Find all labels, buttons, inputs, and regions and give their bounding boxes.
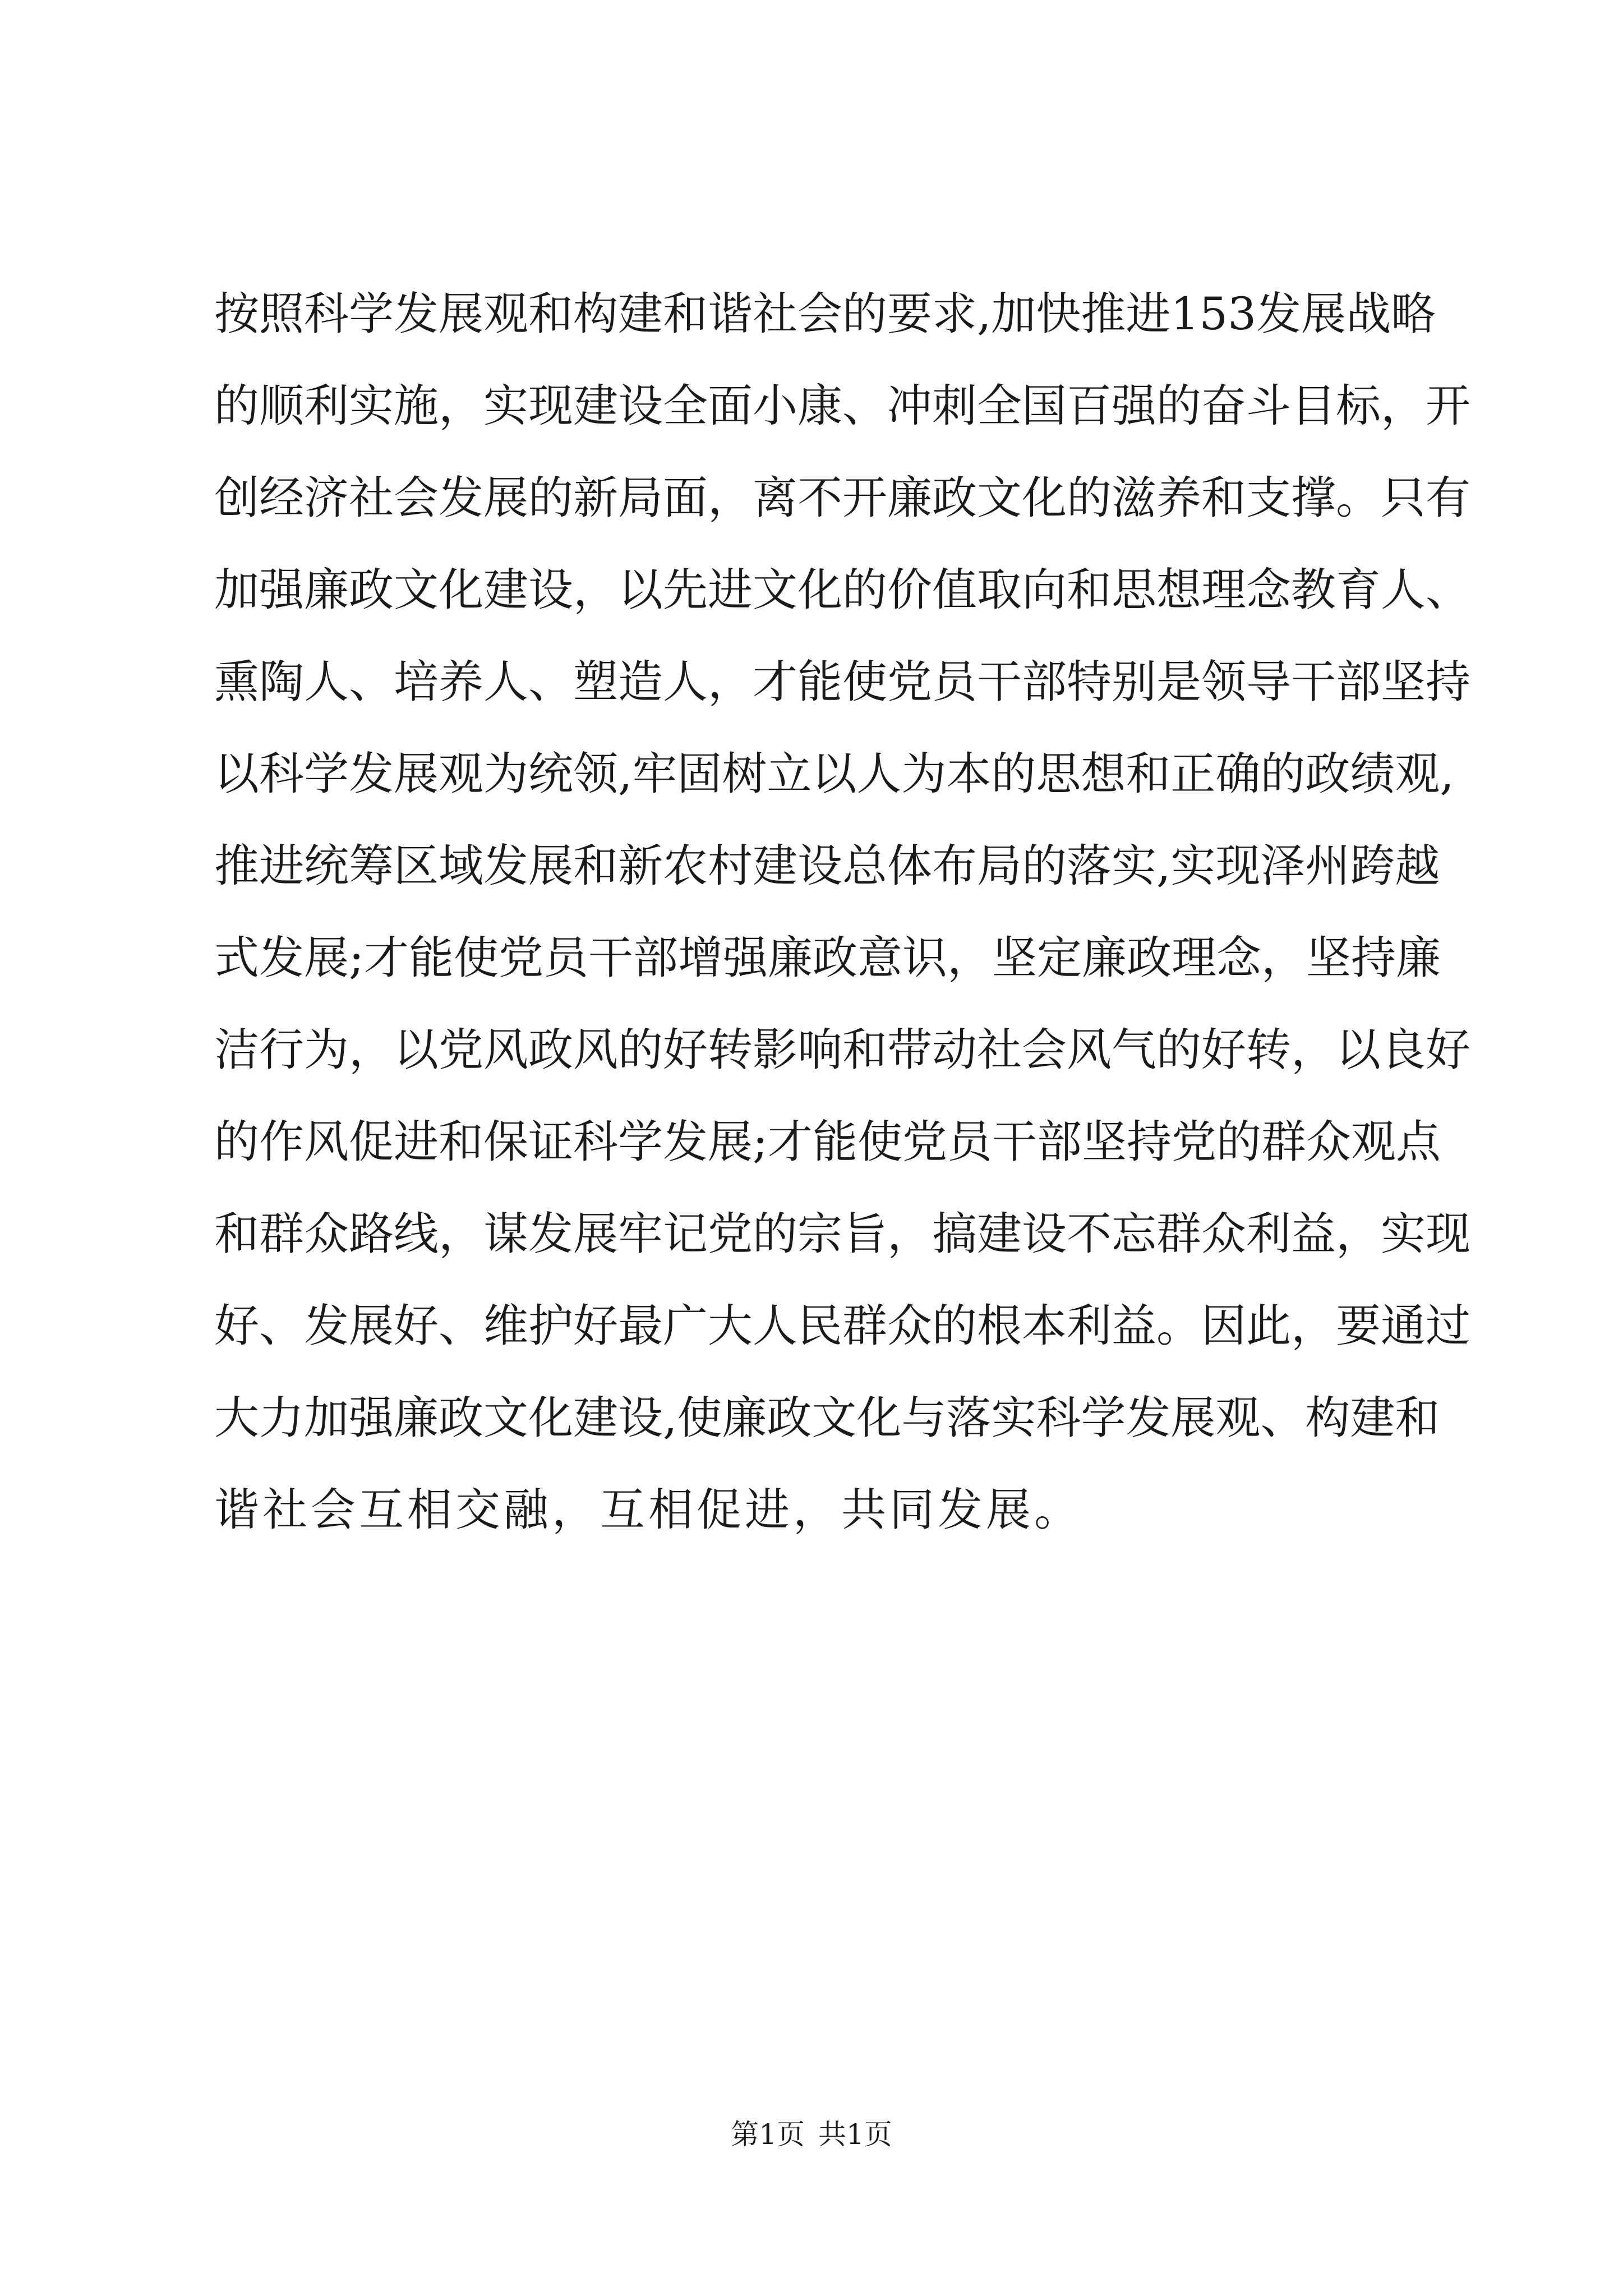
text-line-3: 创经济社会发展的新局面，离不开廉政文化的滋养和支撑。只有: [214, 472, 1470, 524]
text-line-9: 洁行为，以党风政风的好转影响和带动社会风气的好转，以良好: [214, 1024, 1470, 1076]
page-footer: 第1页 共1页: [731, 2118, 892, 2151]
text-line-6: 以科学发展观为统领,牢固树立以人为本的思想和正确的政绩观,: [214, 748, 1454, 800]
text-line-13: 大力加强廉政文化建设,使廉政文化与落实科学发展观、构建和: [214, 1392, 1440, 1444]
text-line-4: 加强廉政文化建设，以先进文化的价值取向和思想理念教育人、: [214, 564, 1470, 616]
text-line-11: 和群众路线，谋发展牢记党的宗旨，搞建设不忘群众利益，实现: [214, 1208, 1470, 1260]
body-paragraph: [214, 268, 1470, 1556]
text-line-10: 的作风促进和保证科学发展;才能使党员干部坚持党的群众观点: [214, 1116, 1441, 1168]
text-line-5: 熏陶人、培养人、塑造人，才能使党员干部特别是领导干部坚持: [214, 656, 1470, 708]
text-line-14: 谐社会互相交融，互相促进，共同发展。: [214, 1484, 1082, 1536]
text-line-7: 推进统筹区域发展和新农村建设总体布局的落实,实现泽州跨越: [214, 840, 1440, 892]
text-line-8: 式发展;才能使党员干部增强廉政意识，坚定廉政理念，坚持廉: [214, 932, 1441, 984]
text-line-2: 的顺利实施，实现建设全面小康、冲刺全国百强的奋斗目标，开: [214, 380, 1470, 432]
text-line-1: 按照科学发展观和构建和谐社会的要求,加快推进153发展战略: [214, 288, 1436, 340]
text-line-12: 好、发展好、维护好最广大人民群众的根本利益。因此，要通过: [214, 1300, 1470, 1352]
